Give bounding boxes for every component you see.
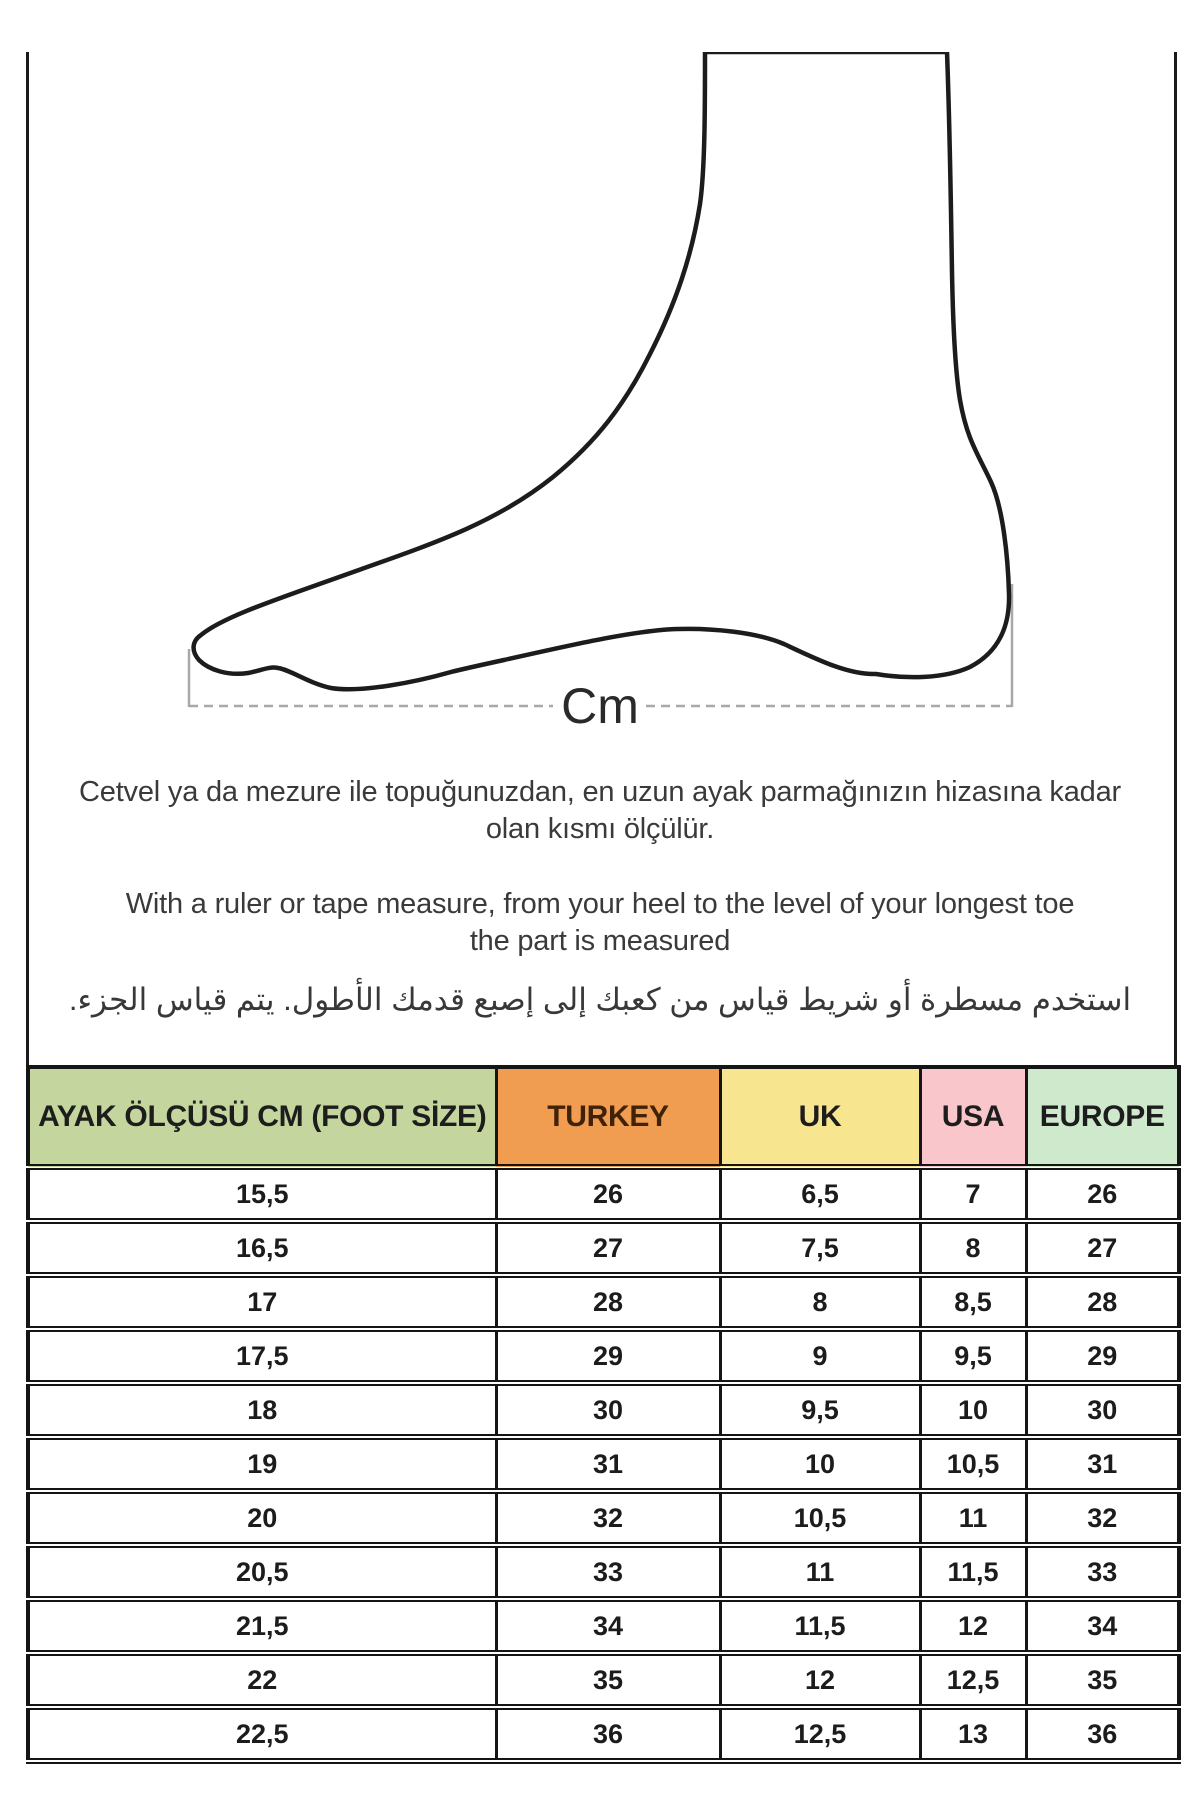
size-cell: 10 xyxy=(920,1383,1026,1437)
size-cell: 35 xyxy=(1026,1653,1179,1707)
size-table xyxy=(26,1065,1181,1764)
foot-outline xyxy=(194,52,1009,689)
table-row xyxy=(28,1383,1179,1437)
size-cell: 11,5 xyxy=(720,1599,920,1653)
size-cell: 34 xyxy=(496,1599,720,1653)
size-cell: 26 xyxy=(496,1167,720,1221)
table-row xyxy=(28,1437,1179,1491)
size-cell: 33 xyxy=(1026,1545,1179,1599)
size-cell: 8 xyxy=(920,1221,1026,1275)
size-cell: 35 xyxy=(496,1653,720,1707)
table-row xyxy=(28,1275,1179,1329)
size-cell: 34 xyxy=(1026,1599,1179,1653)
size-cell: 36 xyxy=(496,1707,720,1761)
size-cell: 36 xyxy=(1026,1707,1179,1761)
size-cell: 22,5 xyxy=(28,1707,496,1761)
size-cell: 9,5 xyxy=(920,1329,1026,1383)
size-cell: 8 xyxy=(720,1275,920,1329)
size-cell: 28 xyxy=(496,1275,720,1329)
size-cell: 20,5 xyxy=(28,1545,496,1599)
size-cell: 32 xyxy=(496,1491,720,1545)
size-cell: 30 xyxy=(496,1383,720,1437)
size-cell: 17,5 xyxy=(28,1329,496,1383)
size-cell: 11,5 xyxy=(920,1545,1026,1599)
size-cell: 9 xyxy=(720,1329,920,1383)
size-cell: 20 xyxy=(28,1491,496,1545)
instruction-english xyxy=(0,886,1200,960)
table-row xyxy=(28,1491,1179,1545)
size-cell: 26 xyxy=(1026,1167,1179,1221)
size-cell: 12,5 xyxy=(920,1653,1026,1707)
column-header-foot-size: AYAK ÖLÇÜSÜ CM (FOOT SİZE) xyxy=(28,1067,496,1167)
size-cell: 32 xyxy=(1026,1491,1179,1545)
size-cell: 22 xyxy=(28,1653,496,1707)
size-cell: 30 xyxy=(1026,1383,1179,1437)
size-cell: 19 xyxy=(28,1437,496,1491)
column-header-usa: USA xyxy=(920,1067,1026,1167)
size-cell: 28 xyxy=(1026,1275,1179,1329)
size-cell: 27 xyxy=(1026,1221,1179,1275)
size-cell: 31 xyxy=(496,1437,720,1491)
table-row xyxy=(28,1167,1179,1221)
cm-label: Cm xyxy=(561,678,639,727)
size-cell: 13 xyxy=(920,1707,1026,1761)
size-cell: 8,5 xyxy=(920,1275,1026,1329)
size-cell: 29 xyxy=(1026,1329,1179,1383)
size-cell: 6,5 xyxy=(720,1167,920,1221)
size-table-body xyxy=(28,1167,1179,1761)
size-cell: 10 xyxy=(720,1437,920,1491)
size-cell: 18 xyxy=(28,1383,496,1437)
instruction-english-line1: With a ruler or tape measure, from your heel to the level of your longest toe xyxy=(125,888,1075,920)
size-cell: 21,5 xyxy=(28,1599,496,1653)
table-row xyxy=(28,1707,1179,1761)
size-cell: 27 xyxy=(496,1221,720,1275)
size-cell: 11 xyxy=(720,1545,920,1599)
size-cell: 12,5 xyxy=(720,1707,920,1761)
table-row xyxy=(28,1221,1179,1275)
size-cell: 31 xyxy=(1026,1437,1179,1491)
table-row xyxy=(28,1599,1179,1653)
table-row xyxy=(28,1329,1179,1383)
instruction-turkish-line2: olan kısmı ölçülür. xyxy=(485,813,715,845)
size-cell: 12 xyxy=(920,1599,1026,1653)
size-cell: 15,5 xyxy=(28,1167,496,1221)
size-cell: 7,5 xyxy=(720,1221,920,1275)
size-cell: 33 xyxy=(496,1545,720,1599)
size-cell: 11 xyxy=(920,1491,1026,1545)
size-cell: 10,5 xyxy=(720,1491,920,1545)
table-header-row xyxy=(28,1067,1179,1167)
size-cell: 10,5 xyxy=(920,1437,1026,1491)
column-header-turkey: TURKEY xyxy=(496,1067,720,1167)
size-cell: 29 xyxy=(496,1329,720,1383)
size-cell: 12 xyxy=(720,1653,920,1707)
size-cell: 9,5 xyxy=(720,1383,920,1437)
instruction-arabic xyxy=(0,980,1200,1020)
column-header-uk: UK xyxy=(720,1067,920,1167)
instruction-english-line2: the part is measured xyxy=(469,925,731,957)
instruction-turkish-line1: Cetvel ya da mezure ile topuğunuzdan, en uzun ayak parmağınızın hizasına kadar xyxy=(79,776,1121,808)
size-cell: 16,5 xyxy=(28,1221,496,1275)
instruction-arabic-line1: استخدم مسطرة أو شريط قياس من كعبك إلى إصبع قدمك الأطول. يتم قياس الجزء. xyxy=(68,982,1132,1017)
size-cell: 17 xyxy=(28,1275,496,1329)
column-header-europe: EUROPE xyxy=(1026,1067,1179,1167)
size-cell: 7 xyxy=(920,1167,1026,1221)
table-row xyxy=(28,1653,1179,1707)
instruction-turkish xyxy=(0,774,1200,848)
foot-diagram xyxy=(26,52,1177,727)
table-row xyxy=(28,1545,1179,1599)
